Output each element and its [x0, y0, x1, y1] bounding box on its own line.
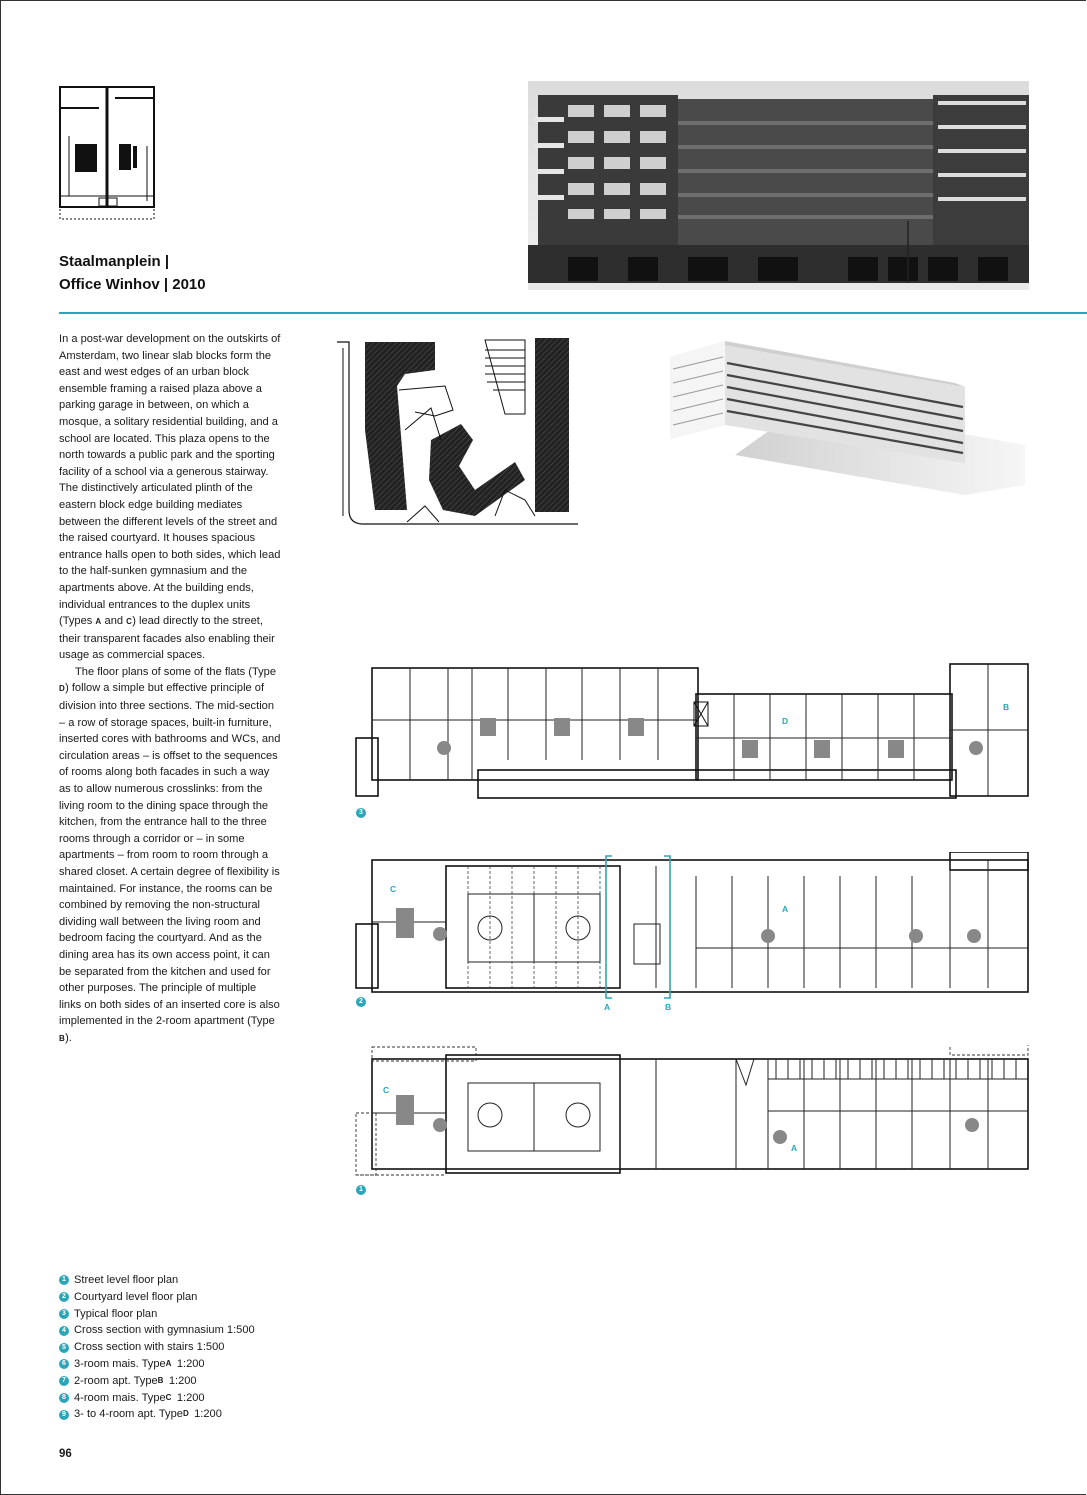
caption-5	[59, 1339, 359, 1356]
p1-text-a: In a post-war development on the outskirts of Amsterdam, two linear slab blocks form the east and west edges of an urban block ensemble framing a raised plaza above a parking garage in between, on which a mosque, a solitary residential building, and a school are located. This plaza opens to the north towards a public park and the sporting facility of a school via a generous stairway. The distinctively articulated plinth of the eastern block edge building mediates between the different levels of the street and the raised courtyard. It houses spacious entrance halls open to both sides, which lead to the half-sunken gymnasium and the apartments above. At the building ends, individual entrances to the duplex units (Types	[59, 333, 281, 628]
caption-scale: 1:200	[165, 1374, 197, 1387]
caption-badge: 5	[59, 1343, 69, 1353]
project-title	[59, 250, 299, 296]
typical-floor-plan	[350, 660, 1030, 816]
courtyard-level-floor-plan	[350, 852, 1030, 1012]
type-a-label: A	[95, 617, 102, 627]
street-level-floor-plan	[350, 1045, 1030, 1193]
massing-model-photo	[665, 335, 1025, 495]
plan3-label-b: B	[1003, 702, 1010, 712]
caption-text: Courtyard level floor plan	[74, 1290, 198, 1303]
type-d-label: D	[59, 684, 66, 694]
plan1-label-c: C	[383, 1085, 390, 1095]
p2-text-c: ).	[65, 1031, 72, 1044]
caption-text: Cross section with gymnasium 1:500	[74, 1324, 255, 1337]
paragraph-2	[59, 664, 281, 1048]
title-line-1: Staalmanplein |	[59, 253, 170, 270]
plan3-label-d: D	[782, 716, 789, 726]
p1-and: and	[101, 615, 127, 628]
caption-badge: 3	[59, 1309, 69, 1319]
figure-captions	[59, 1272, 359, 1423]
caption-4	[59, 1322, 359, 1339]
key-plan-thumbnail	[59, 86, 155, 221]
caption-text: 4-room mais. Type	[74, 1391, 166, 1404]
teal-divider-rule	[59, 312, 1087, 314]
section-a-marker: A	[604, 1002, 611, 1012]
plan2-label-a: A	[782, 904, 789, 914]
p2-text-a: The floor plans of some of the flats (Type	[75, 665, 277, 678]
caption-badge: 9	[59, 1410, 69, 1420]
caption-scale: 1:200	[191, 1408, 222, 1421]
plan1-label-a: A	[791, 1143, 798, 1153]
caption-1	[59, 1272, 359, 1289]
caption-type: D	[182, 1409, 190, 1419]
caption-badge: 2	[59, 1292, 69, 1302]
caption-9	[59, 1406, 359, 1423]
caption-text: Cross section with stairs 1:500	[74, 1341, 225, 1354]
caption-3	[59, 1306, 359, 1323]
caption-8	[59, 1390, 359, 1407]
building-photo	[528, 81, 1029, 290]
caption-6	[59, 1356, 359, 1373]
plan1-number: 1	[356, 1185, 366, 1195]
page-number: 96	[59, 1448, 72, 1460]
caption-badge: 1	[59, 1275, 69, 1285]
caption-7	[59, 1373, 359, 1390]
plan2-label-c: C	[390, 884, 397, 894]
caption-badge: 8	[59, 1393, 69, 1403]
caption-type: A	[165, 1358, 172, 1368]
caption-badge: 6	[59, 1359, 69, 1369]
caption-badge: 4	[59, 1326, 69, 1336]
caption-scale: 1:200	[173, 1357, 205, 1370]
caption-2	[59, 1289, 359, 1306]
p1-text-b: ) lead directly to the street, their transparent facades also enabling their usage as commercial spaces.	[59, 615, 275, 662]
caption-type: B	[157, 1375, 164, 1385]
paragraph-1	[59, 331, 281, 664]
plan3-number: 3	[356, 808, 366, 818]
caption-text: Typical floor plan	[74, 1307, 158, 1320]
caption-text: Street level floor plan	[74, 1274, 179, 1286]
p2-text-b: ) follow a simple but effective principle of division into three sections. The mid-section – a row of storage spaces, built-in furniture, inserted cores with bathrooms and WCs, and circulation areas – is offset to the sequences of rooms along both facades in such a way as to allow numerous crosslinks: from the living room to the dining space through the kitchen, from the entrance hall to the three rooms through a corridor or – in some apartments – from room to room through a shared closet. A certain degree of flexibility is maintained. For instance, the rooms can be combined by removing the non-structural dividing wall between the living room and bedroom facing the courtyard. And as the dining area has its own access point, it can be separated from the kitchen and used for other purposes. The principle of multiple links on both sides of an inserted core is also implemented in the 2-room apartment (Type	[59, 682, 281, 1028]
caption-text: 3-room mais. Type	[74, 1357, 166, 1370]
site-plan	[335, 330, 580, 528]
title-line-2: Office Winhov | 2010	[59, 276, 206, 293]
plan2-number: 2	[356, 997, 366, 1007]
caption-text: 2-room apt. Type	[74, 1374, 158, 1387]
type-c-label: C	[126, 617, 133, 627]
body-text	[59, 331, 281, 1048]
caption-badge: 7	[59, 1376, 69, 1386]
caption-type: C	[165, 1392, 172, 1402]
caption-scale: 1:200	[173, 1391, 205, 1404]
type-b-label: B	[59, 1033, 66, 1043]
section-b-marker: B	[665, 1002, 672, 1012]
caption-text: 3- to 4-room apt. Type	[74, 1408, 183, 1421]
